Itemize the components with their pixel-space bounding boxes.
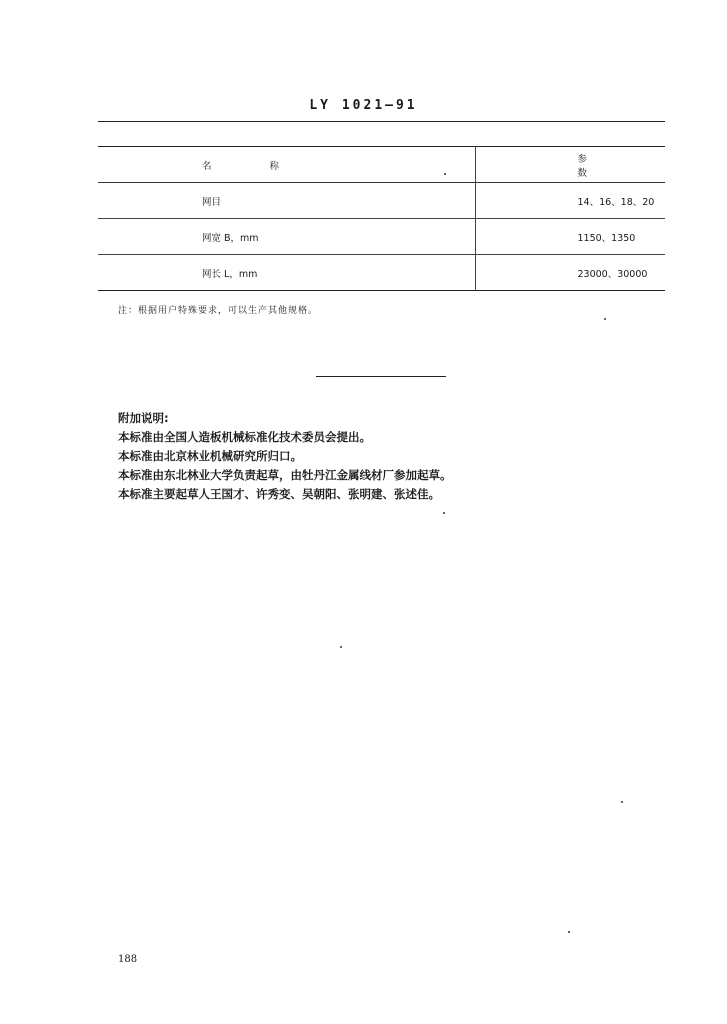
- header-rule: [98, 121, 665, 122]
- scan-speck: [340, 646, 342, 648]
- row-name-mesh: 网目: [98, 183, 476, 219]
- table-row: [98, 219, 665, 255]
- row-name-length: 网长 L，mm: [98, 255, 476, 291]
- standard-code-header: LY 1021—91: [309, 98, 418, 113]
- table-row: [98, 255, 665, 291]
- additional-notes-line: 本标准主要起草人王国才、许秀变、吴朝阳、张明建、张述佳。: [118, 487, 440, 501]
- row-value-length: 23000、30000: [577, 268, 648, 280]
- scan-speck: [443, 512, 445, 514]
- additional-notes-line: 本标准由北京林业机械研究所归口。: [118, 449, 302, 463]
- column-header-parameter: 参数: [577, 153, 665, 179]
- additional-notes-title: 附加说明:: [118, 411, 169, 425]
- table-header-row: [98, 147, 665, 183]
- additional-notes: [118, 409, 452, 504]
- scan-speck: [604, 318, 606, 320]
- scan-speck: [444, 173, 446, 175]
- table-row: [98, 183, 665, 219]
- additional-notes-line: 本标准由全国人造板机械标准化技术委员会提出。: [118, 430, 371, 444]
- row-value-width: 1150、1350: [577, 232, 636, 244]
- column-header-name: 名称: [98, 147, 476, 183]
- row-name-width: 网宽 B，mm: [98, 219, 476, 255]
- row-value-mesh: 14、16、18、20: [577, 196, 655, 208]
- scan-speck: [621, 801, 623, 803]
- page-number: 188: [118, 954, 138, 965]
- scan-speck: [568, 931, 570, 933]
- parameter-table: [98, 146, 665, 291]
- section-divider: [316, 376, 446, 377]
- table-note: 注：根据用户特殊要求，可以生产其他规格。: [118, 306, 319, 316]
- additional-notes-line: 本标准由东北林业大学负责起草，由牡丹江金属线材厂参加起草。: [118, 468, 452, 482]
